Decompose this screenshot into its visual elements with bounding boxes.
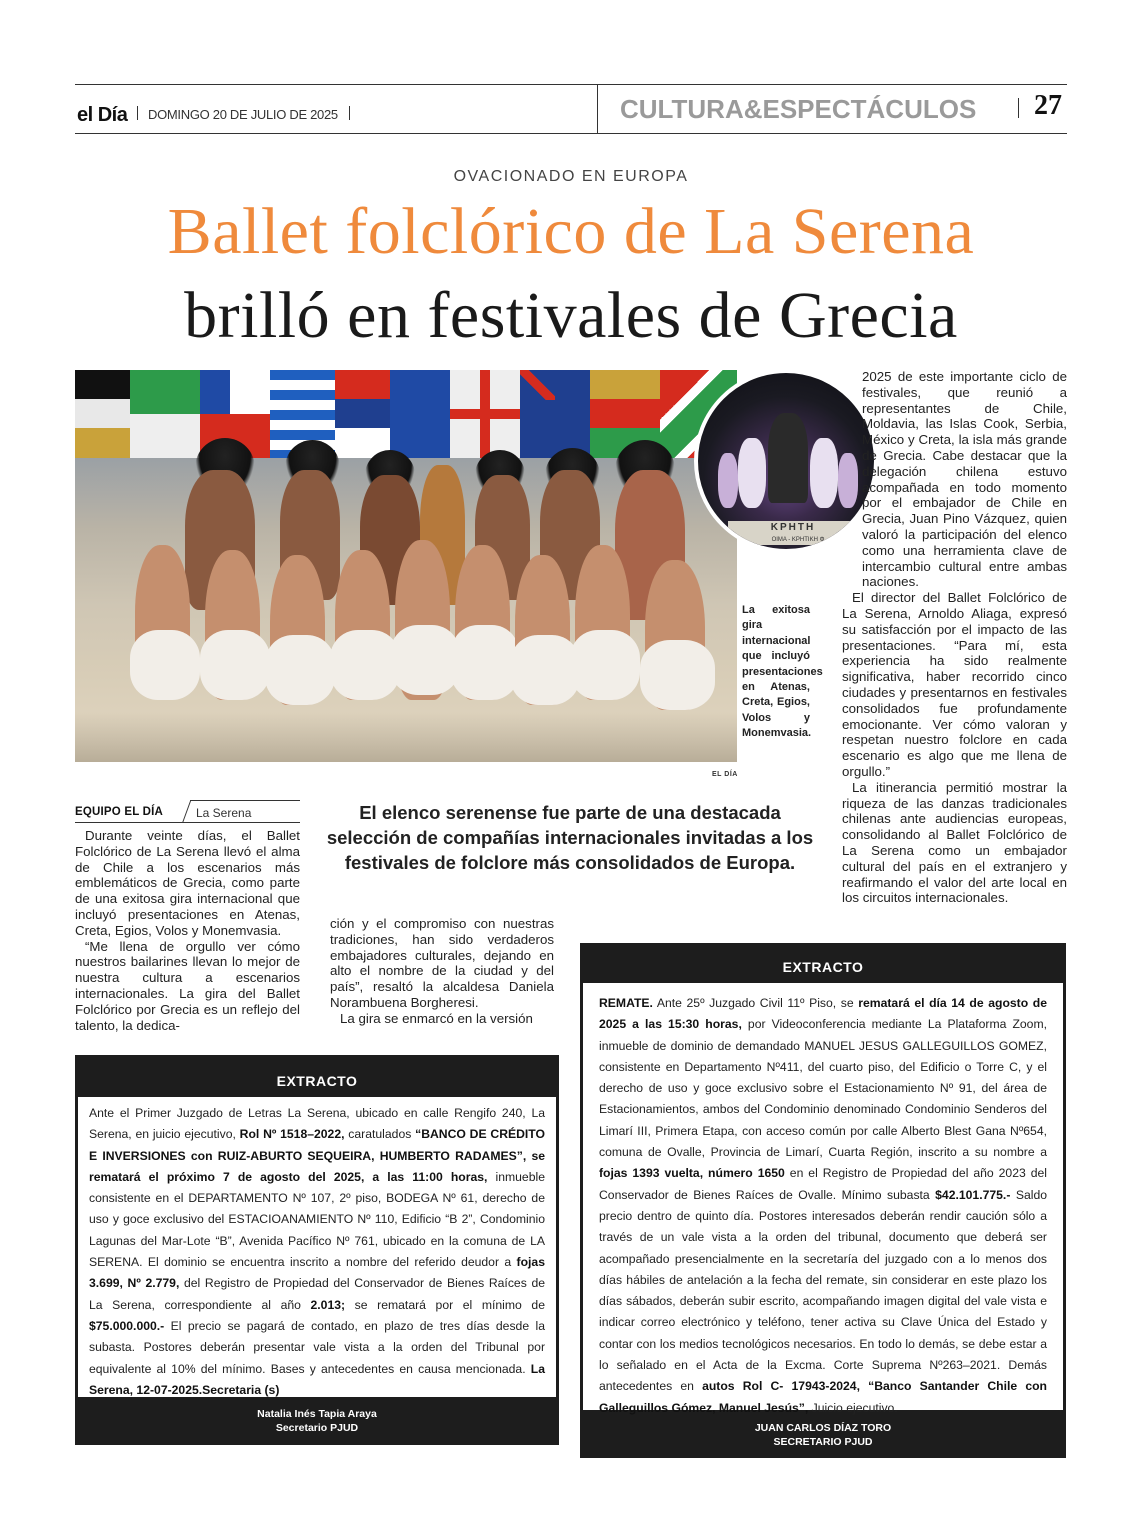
issue-date: DOMINGO 20 DE JULIO DE 2025 bbox=[148, 107, 338, 122]
legal-notice-title: EXTRACTO bbox=[782, 959, 864, 975]
paragraph: 2025 de este importante ciclo de festivales, que reunió a representantes de Chile, Moldavia, las Islas Cook, Serbia, México y Creta, la isla más grande de Grecia. Cabe destacar que la delegación chilena estuvo acompañada en todo momento por el embajador de Chile en Grecia, Juan Pino Vázquez, quien valoró la participación del elenco como una herramienta clave de intercambio cultural entre ambas naciones. bbox=[862, 369, 1067, 590]
header-divider bbox=[597, 85, 598, 133]
page-number: 27 bbox=[1034, 90, 1062, 121]
paragraph: “Me llena de orgullo ver cómo nuestros bailarines llevan lo mejor de nuestra cultura a escenarios internacionales. La gira del Ballet Folclórico por Grecia es un reflejo del talento, la dedica- bbox=[75, 938, 300, 1033]
headline-line-1: Ballet folclórico de La Serena bbox=[167, 195, 975, 268]
inset-banner: ΚΡΗΤΗ bbox=[728, 521, 858, 535]
legal-notice-signature bbox=[75, 1407, 559, 1435]
legal-notice-signature bbox=[580, 1421, 1066, 1449]
byline-slash bbox=[182, 801, 191, 823]
article-column-2 bbox=[330, 916, 554, 1027]
byline-rule bbox=[75, 822, 300, 823]
article-kicker: OVACIONADO EN EUROPA bbox=[453, 168, 689, 185]
legal-notice-text: Ante el Primer Juzgado de Letras La Serena, ubicado en calle Rengifo 240, La Serena, en juicio ejecutivo, Rol Nº 1518–2022, caratulados “BANCO DE CRÉDITO E INVERSIONES con RUIZ-ABURTO SEQUEIRA, HUMBERTO RADAMES”, se rematará el próximo 7 de agosto del 2025, a las 11:00 horas, inmueble consistente en el DEPARTAMENTO Nº 107, 2º piso, BODEGA Nº 61, derecho de uso y goce exclusivo del ESTACIOANAMIENTO Nº 110, Edificio “B 2”, Condominio Lagunas del Mar-Lote “B”, Avenida Pacífico Nº 761, ubicado en la comuna de LA SERENA. El dominio se encuentra inscrito a nombre del referido deudor a fojas 3.699, Nº 2.779, del Registro de Propiedad del Conservador de Bienes Raíces de La Serena, correspondiente al año 2.013; se rematará por el mínimo de $75.000.000.- El precio se pagará de contado, en plazo de tres días desde la subasta. Postores deberán presentar vale vista a la orden del Tribunal por equivalente al 10% del mínimo. Bases y antecedentes en causa mencionada. La Serena, 12-07-2025.Secretaria (s) bbox=[89, 1106, 546, 1397]
newspaper-logo: el Día bbox=[77, 104, 128, 126]
signatory-role: SECRETARIO PJUD bbox=[773, 1436, 873, 1448]
inset-subbanner: ΟΙΜΑ - ΚΡΗΤΙΚΗ Φ bbox=[738, 535, 858, 545]
paragraph: Durante veinte días, el Ballet Folclórico de La Serena llevó el alma de Chile a los escenarios más emblemáticos de Grecia, como parte de una exitosa gira internacional que incluyó presentaciones en Atenas, Creta, Egios, Volos y Monemvasia. bbox=[75, 828, 300, 938]
byline-rule-top bbox=[190, 800, 300, 801]
headline-line-2: brilló en festivales de Grecia bbox=[184, 279, 958, 352]
signatory-role: Secretario PJUD bbox=[275, 1422, 359, 1434]
legal-notice-text: REMATE. Ante 25º Juzgado Civil 11º Piso, se rematará el día 14 de agosto de 2025 a las 15:30 horas, por Videoconferencia mediante La Plataforma Zoom, inmueble de dominio de demandado MANUEL JESUS GALLEGUILLOS GOMEZ, consistente en Departamento Nº411, del cuarto piso, del Edificio o Torre C, y el derecho de uso y goce exclusivo sobre el Estacionamiento Nº 91, del área de Estacionamientos, ambos del Condominio denominado Condominio Senderos del Limarí III, Primera Etapa, con acceso común por calle Alberto Blest Gana Nº654, comuna de Ovalle, Provincia de Limarí, Cuarta Región, inscrito a su nombre a fojas 1393 vuelta, número 1650 en el Registro de Propiedad del año 2023 del Conservador de Bienes Raíces de Ovalle. Mínimo subasta $42.101.775.- Saldo precio dentro de quinto día. Postores interesados deberán rendir caución sólo a través de un vale vista a la orden del tribunal, documento que deberá ser acompañado presencialmente en la secretaría del juzgado con a lo menos dos días hábiles de antelación a la fecha del remate, sin considerar en este plazo los días sábados, deberán subir escrito, acompañando imagen digital del vale vista e indicar correo electrónico y teléfono, tener activa su Clave Única del Estado y contar con los medios tecnológicos necesarios. En todo lo demás, se debe estar a lo señalado en el Acta de la Excma. Corte Suprema Nº263–2021. Demás antecedentes en autos Rol C- 17943-2024, “Banco Santander Chile con Galleguillos Gómez, Manuel Jesús”, Juicio ejecutivo. bbox=[599, 996, 1048, 1415]
paragraph: La gira se enmarcó en la versión bbox=[340, 1010, 533, 1026]
signatory-name: Natalia Inés Tapia Araya bbox=[257, 1408, 377, 1420]
header-separator bbox=[1018, 98, 1019, 118]
header-rule-top bbox=[75, 84, 1067, 85]
header-separator bbox=[349, 106, 350, 120]
article-column-right bbox=[842, 369, 1067, 906]
signatory-name: JUAN CARLOS DÍAZ TORO bbox=[754, 1422, 892, 1434]
photo-caption: La exitosa gira internacional que incluyó presentaciones en Atenas, Creta, Egios, Volos y Monemvasia. bbox=[742, 604, 823, 740]
pull-quote: El elenco serenense fue parte de una destacada selección de compañías internacionales invitadas a los festivales de folclore más consolidados de Europa. bbox=[326, 802, 814, 873]
section-name: CULTURA&ESPECTÁCULOS bbox=[620, 94, 977, 124]
main-photo bbox=[75, 370, 737, 762]
paragraph: ción y el compromiso con nuestras tradiciones, han sido verdaderos embajadores culturales, dejando en alto el nombre de la ciudad y del país”, resaltó la alcaldesa Daniela Norambuena Borgheresi. bbox=[330, 916, 554, 1010]
photo-credit: EL DÍA bbox=[712, 771, 738, 778]
byline-author: EQUIPO EL DÍA bbox=[75, 806, 164, 818]
header-separator bbox=[137, 106, 138, 120]
header-rule-bottom bbox=[75, 133, 1067, 134]
legal-notice-title: EXTRACTO bbox=[276, 1073, 358, 1089]
legal-notice-left bbox=[75, 1055, 559, 1445]
byline-place: La Serena bbox=[196, 806, 252, 820]
paragraph: La itinerancia permitió mostrar la riqueza de las danzas tradicionales chilenas ante audiencias europeas, consolidando al Ballet Folclórico de La Serena como un embajador cultural del país en el extranjero y reafirmando el valor del arte local en los circuitos internacionales. bbox=[842, 779, 1067, 906]
article-column-1 bbox=[75, 828, 300, 1033]
paragraph: El director del Ballet Folclórico de La Serena, Arnoldo Aliaga, expresó su satisfacción por el impacto de las presentaciones. “Para mí, esta experiencia ha sido realmente significativa, haber recorrido cinco ciudades y presentarnos en festivales consolidados fue profundamente emocionante. Ver cómo valoran y respetan nuestro folclore en cada escenario es algo que me llena de orgullo.” bbox=[842, 590, 1067, 779]
legal-notice-right bbox=[580, 943, 1066, 1458]
